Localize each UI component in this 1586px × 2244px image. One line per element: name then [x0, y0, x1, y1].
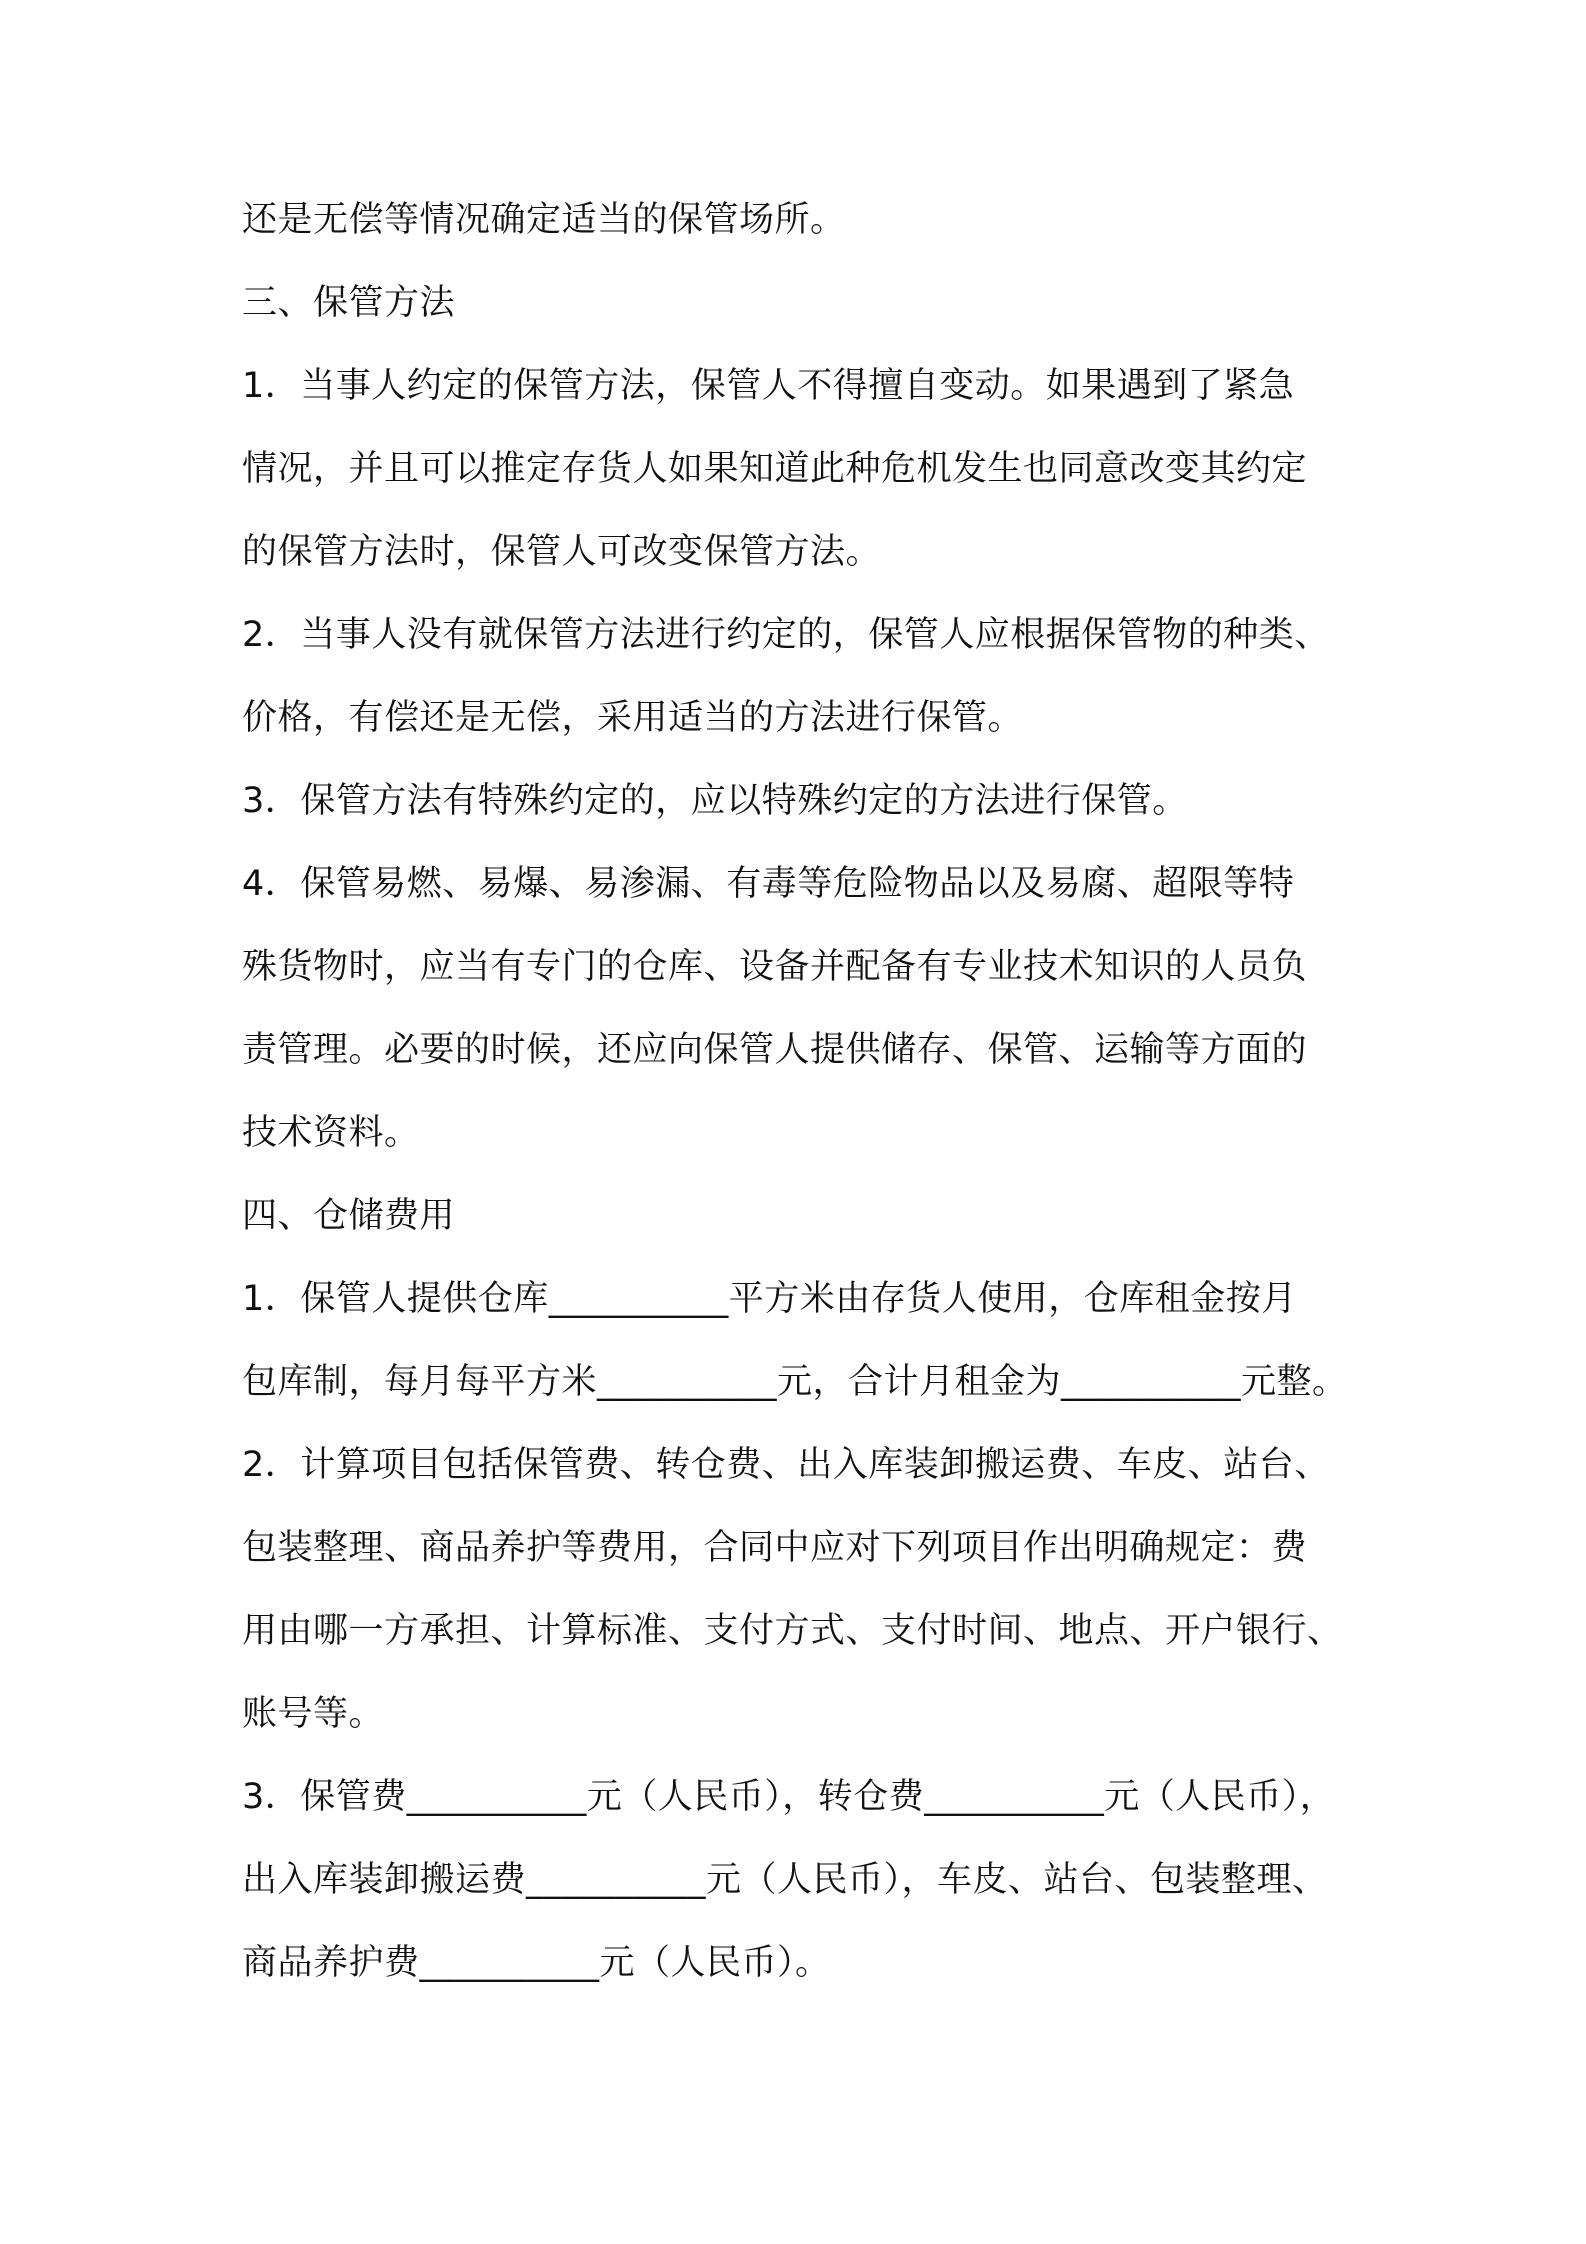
text-line: 2．当事人没有就保管方法进行约定的，保管人应根据保管物的种类、	[242, 615, 1330, 655]
text-line: 责管理。必要的时候，还应向保管人提供储存、保管、运输等方面的	[242, 1030, 1308, 1070]
document-body	[242, 200, 1372, 1983]
text-line: 3．保管方法有特殊约定的，应以特殊约定的方法进行保管。	[242, 781, 1188, 821]
text-line: 出入库装卸搬运费__________元（人民币），车皮、站台、包装整理、	[242, 1860, 1328, 1900]
text-line: 2．计算项目包括保管费、转仓费、出入库装卸搬运费、车皮、站台、	[242, 1445, 1330, 1485]
text-line: 商品养护费__________元（人民币）。	[242, 1943, 831, 1983]
text-line: 包装整理、商品养护等费用，合同中应对下列项目作出明确规定：费	[242, 1528, 1308, 1568]
text-line: 1．当事人约定的保管方法，保管人不得擅自变动。如果遇到了紧急	[242, 366, 1295, 406]
text-line: 还是无偿等情况确定适当的保管场所。	[242, 200, 846, 240]
text-line: 4．保管易燃、易爆、易渗漏、有毒等危险物品以及易腐、超限等特	[242, 864, 1295, 904]
text-line: 的保管方法时，保管人可改变保管方法。	[242, 532, 882, 572]
text-line: 账号等。	[242, 1694, 385, 1734]
text-line: 情况，并且可以推定存货人如果知道此种危机发生也同意改变其约定	[242, 449, 1308, 489]
text-line: 包库制，每月每平方米__________元，合计月租金为__________元整。	[242, 1362, 1348, 1402]
text-line: 技术资料。	[242, 1113, 420, 1153]
text-line: 1．保管人提供仓库__________平方米由存货人使用，仓库租金按月	[242, 1279, 1297, 1319]
text-line: 3．保管费__________元（人民币），转仓费__________元（人民币），	[242, 1777, 1336, 1817]
text-line: 殊货物时，应当有专门的仓库、设备并配备有专业技术知识的人员负	[242, 947, 1308, 987]
section-heading: 三、保管方法	[242, 283, 456, 323]
section-heading: 四、仓储费用	[242, 1196, 456, 1236]
text-line: 价格，有偿还是无偿，采用适当的方法进行保管。	[242, 698, 1024, 738]
text-line: 用由哪一方承担、计算标准、支付方式、支付时间、地点、开户银行、	[242, 1611, 1343, 1651]
